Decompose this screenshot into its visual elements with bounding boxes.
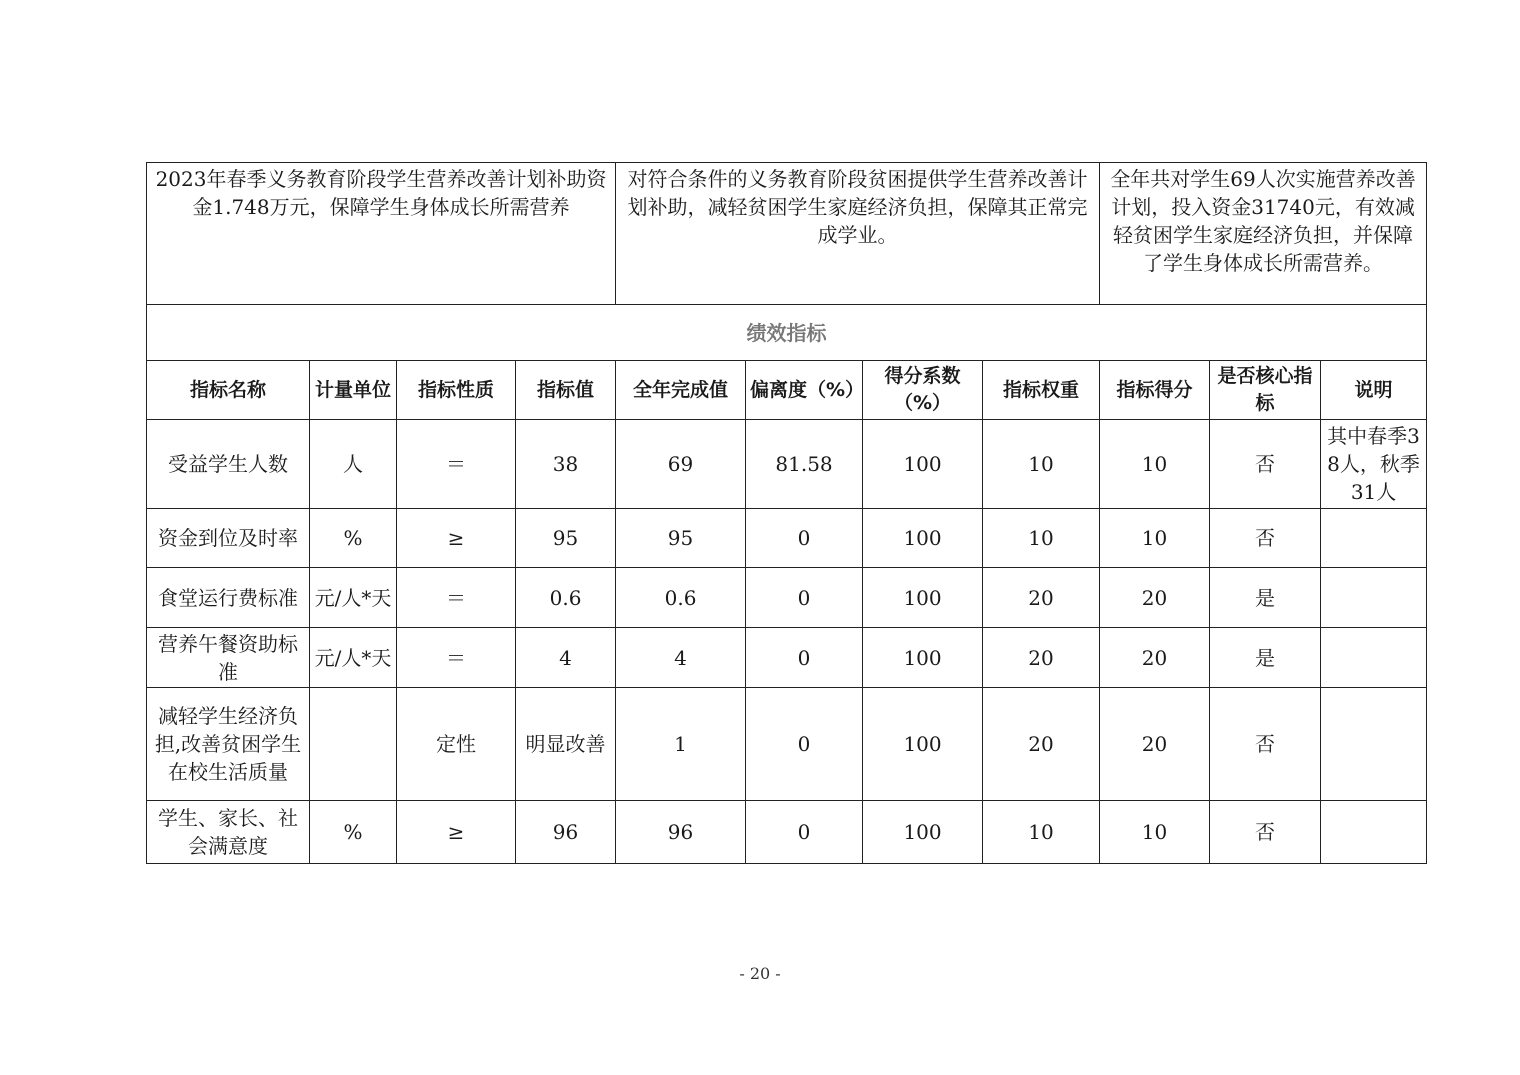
table-cell: 96 [516,801,616,864]
header-cell: 指标得分 [1100,361,1210,420]
section-title: 绩效指标 [147,305,1427,361]
table-cell [1321,568,1427,628]
header-row [147,361,1427,420]
table-cell [310,688,397,801]
table-cell: 100 [863,509,983,568]
table-cell: % [310,509,397,568]
table-cell: 100 [863,801,983,864]
table-cell: 0 [746,688,863,801]
table-cell [1321,509,1427,568]
table-cell: 20 [983,568,1100,628]
header-cell: 得分系数（%） [863,361,983,420]
plan-description: 2023年春季义务教育阶段学生营养改善计划补助资金1.748万元，保障学生身体成长所需营养 [147,163,616,305]
table-cell: ≥ [397,509,516,568]
table-cell: ＝ [397,420,516,509]
table-cell: 20 [983,628,1100,688]
table-cell: 1 [616,688,746,801]
table-cell: 20 [1100,628,1210,688]
table-cell: 0 [746,628,863,688]
table-cell: 定性 [397,688,516,801]
header-cell: 指标名称 [147,361,310,420]
table-cell: 学生、家长、社会满意度 [147,801,310,864]
table-cell: 元/人*天 [310,568,397,628]
table-cell: 0.6 [616,568,746,628]
table-cell: 100 [863,568,983,628]
table-cell: 100 [863,628,983,688]
table-cell: 100 [863,420,983,509]
performance-table [146,162,1427,864]
table-cell: ＝ [397,568,516,628]
table-cell: 0 [746,509,863,568]
table-cell: 100 [863,688,983,801]
target-description: 对符合条件的义务教育阶段贫困提供学生营养改善计划补助，减轻贫困学生家庭经济负担，保障其正常完成学业。 [616,163,1100,305]
table-cell: 95 [516,509,616,568]
header-cell: 指标性质 [397,361,516,420]
table-cell: ＝ [397,628,516,688]
table-cell [1321,628,1427,688]
table-cell: 10 [983,801,1100,864]
table-cell: 是 [1210,568,1321,628]
table-cell: 81.58 [746,420,863,509]
table-cell [1321,801,1427,864]
table-cell: 10 [983,509,1100,568]
table-cell: 减轻学生经济负担,改善贫困学生在校生活质量 [147,688,310,801]
table-cell: % [310,801,397,864]
header-cell: 指标值 [516,361,616,420]
table-cell: 0 [746,568,863,628]
header-cell: 说明 [1321,361,1427,420]
page-number: - 20 - [739,964,781,983]
table-cell: 95 [616,509,746,568]
result-description: 全年共对学生69人次实施营养改善计划，投入资金31740元，有效减轻贫困学生家庭经济负担，并保障了学生身体成长所需营养。 [1100,163,1427,305]
table-row [147,688,1427,801]
table-cell: 食堂运行费标准 [147,568,310,628]
section-row [147,305,1427,361]
table-cell [1321,688,1427,801]
table-cell: 元/人*天 [310,628,397,688]
table-cell: 69 [616,420,746,509]
table-row [147,568,1427,628]
table-cell: 人 [310,420,397,509]
header-cell: 计量单位 [310,361,397,420]
goal-row [147,163,1427,305]
table-cell: 20 [1100,568,1210,628]
table-cell: 明显改善 [516,688,616,801]
table-cell: 否 [1210,420,1321,509]
table-cell: 38 [516,420,616,509]
table-row [147,509,1427,568]
table-cell: 0.6 [516,568,616,628]
header-cell: 是否核心指标 [1210,361,1321,420]
table-row [147,801,1427,864]
table-cell: 10 [1100,801,1210,864]
table-cell: 10 [1100,420,1210,509]
table-cell: 其中春季38人，秋季31人 [1321,420,1427,509]
table-row [147,420,1427,509]
table-cell: 否 [1210,801,1321,864]
table-row [147,628,1427,688]
table-cell: 10 [983,420,1100,509]
header-cell: 偏离度（%） [746,361,863,420]
table-cell: 资金到位及时率 [147,509,310,568]
header-cell: 指标权重 [983,361,1100,420]
table-cell: 96 [616,801,746,864]
table-cell: 4 [516,628,616,688]
table-cell: 10 [1100,509,1210,568]
table-cell: 20 [983,688,1100,801]
table-cell: 否 [1210,688,1321,801]
table-cell: 0 [746,801,863,864]
table-cell: 受益学生人数 [147,420,310,509]
header-cell: 全年完成值 [616,361,746,420]
table-cell: 营养午餐资助标准 [147,628,310,688]
table-cell: 4 [616,628,746,688]
table-cell: 否 [1210,509,1321,568]
table-cell: 是 [1210,628,1321,688]
table-cell: 20 [1100,688,1210,801]
table-cell: ≥ [397,801,516,864]
